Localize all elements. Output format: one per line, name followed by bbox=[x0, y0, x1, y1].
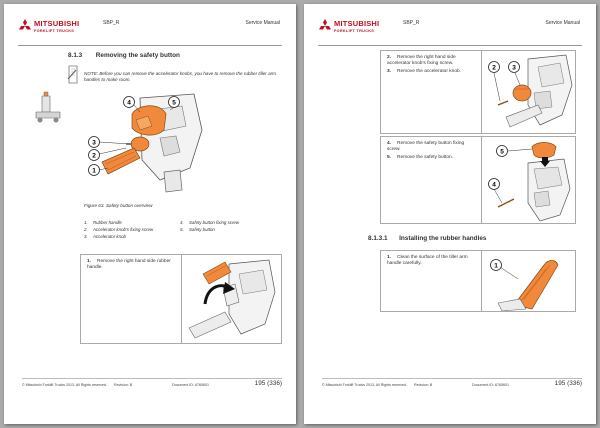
callout-1-label: 1 bbox=[494, 262, 498, 270]
footer-page-number: 195 (336) bbox=[554, 380, 582, 387]
footer-copyright: © Mitsubishi Forklift Trucks 2013, All Rights reserved. bbox=[22, 383, 107, 387]
callout-2-label: 2 bbox=[492, 64, 496, 72]
callout-5-label: 5 bbox=[172, 99, 176, 107]
callout-1-label: 1 bbox=[92, 167, 96, 175]
step-number: 1. bbox=[87, 259, 92, 264]
safety-button-overview-figure bbox=[82, 90, 212, 200]
step-text: Remove the right hand side accelerator knob's fixing screw. bbox=[387, 55, 456, 67]
footer-revision: Revision: B bbox=[114, 383, 133, 387]
mitsubishi-logo bbox=[18, 19, 98, 41]
callout-1 bbox=[491, 260, 502, 271]
step-number: 2. bbox=[387, 55, 392, 60]
callout-4-label: 4 bbox=[127, 99, 131, 107]
manual-page-right bbox=[304, 4, 596, 424]
step-5 bbox=[387, 155, 479, 161]
three-diamonds-icon bbox=[318, 19, 332, 32]
brand-name: MITSUBISHI bbox=[34, 19, 80, 28]
model-name: SBP_R bbox=[403, 20, 420, 26]
manual-page-left bbox=[4, 4, 296, 424]
legend-num: 1. bbox=[84, 220, 88, 225]
legend-num: 4. bbox=[180, 220, 184, 225]
section-heading bbox=[68, 52, 180, 59]
callout-5 bbox=[497, 146, 508, 157]
callout-2-label: 2 bbox=[92, 152, 96, 160]
legend-item-5 bbox=[180, 227, 215, 232]
callout-1 bbox=[89, 165, 100, 176]
note-text: NOTE: Before you can remove the accelerator knobs, you have to remove the rubber tiller arm handles to make room. bbox=[84, 71, 277, 83]
step-box-2 bbox=[380, 50, 576, 134]
callout-4-label: 4 bbox=[492, 181, 496, 189]
figure-caption: Figure 63. Safety button overview bbox=[84, 203, 153, 208]
page-header bbox=[318, 16, 582, 46]
subsection-title: Installing the rubber handles bbox=[399, 235, 487, 242]
step-text: Remove the safety button fixing screw. bbox=[387, 141, 465, 153]
subsection-number: 8.1.3.1 bbox=[368, 235, 388, 242]
callout-2 bbox=[489, 62, 500, 73]
callout-3 bbox=[89, 137, 100, 148]
callout-5 bbox=[169, 97, 180, 108]
model-name: SBP_R bbox=[103, 20, 120, 26]
callout-4 bbox=[124, 97, 135, 108]
truck-thumbnail-image bbox=[34, 90, 64, 124]
doc-type: Service Manual bbox=[245, 20, 280, 26]
legend-num: 5. bbox=[180, 227, 184, 232]
step-box-3 bbox=[380, 136, 576, 224]
step-2 bbox=[387, 55, 479, 68]
legend-item-4 bbox=[180, 220, 239, 225]
step-box-1 bbox=[80, 254, 282, 344]
step-number: 5. bbox=[387, 155, 392, 160]
step-text: Remove the right hand side rubber handle. bbox=[87, 259, 171, 271]
three-diamonds-icon bbox=[18, 19, 32, 32]
legend-text: Rubber handle bbox=[93, 220, 122, 225]
legend-num: 2. bbox=[84, 227, 88, 232]
step-text: Clean the surface of the tiller arm handle carefully. bbox=[387, 255, 468, 267]
brand-name: MITSUBISHI bbox=[334, 19, 380, 28]
section-number: 8.1.3 bbox=[68, 52, 83, 59]
remove-rubber-handle-image bbox=[185, 258, 279, 342]
footer-document-id: Document ID: 6765601 bbox=[472, 383, 509, 387]
remove-safety-button-image bbox=[484, 139, 574, 223]
step-number: 3. bbox=[387, 69, 392, 74]
step-box-4 bbox=[380, 250, 576, 312]
step-text: Remove the safety button. bbox=[397, 155, 453, 160]
legend-item-3 bbox=[84, 234, 126, 239]
step-1 bbox=[87, 259, 177, 272]
callout-3-label: 3 bbox=[512, 64, 516, 72]
note-pen-icon bbox=[66, 64, 80, 86]
step-3 bbox=[387, 69, 479, 75]
legend-item-1 bbox=[84, 220, 122, 225]
footer-revision: Revision: B bbox=[414, 383, 433, 387]
step-number: 1. bbox=[387, 255, 392, 260]
callout-3-label: 3 bbox=[92, 139, 96, 147]
step-text: Remove the accelerator knob. bbox=[397, 69, 461, 74]
doc-type: Service Manual bbox=[545, 20, 580, 26]
step-number: 4. bbox=[387, 141, 392, 146]
page-footer bbox=[22, 378, 282, 388]
mitsubishi-logo bbox=[318, 19, 398, 41]
brand-subtitle: FORKLIFT TRUCKS bbox=[334, 29, 375, 33]
legend-text: Safety button bbox=[189, 227, 215, 232]
footer-copyright: © Mitsubishi Forklift Trucks 2013, All Rights reserved. bbox=[322, 383, 407, 387]
subsection-heading bbox=[368, 235, 486, 242]
legend-num: 3. bbox=[84, 234, 88, 239]
legend-text: Safety button fixing screw bbox=[189, 220, 240, 225]
brand-subtitle: FORKLIFT TRUCKS bbox=[34, 29, 75, 33]
step-4 bbox=[387, 141, 479, 154]
section-title: Removing the safety button bbox=[95, 52, 180, 59]
callout-4 bbox=[489, 179, 500, 190]
footer-document-id: Document ID: 6765601 bbox=[172, 383, 209, 387]
remove-accelerator-knob-image bbox=[484, 53, 574, 133]
page-footer bbox=[322, 378, 582, 388]
legend-text: Accelerator knob's fixing screw bbox=[93, 227, 154, 232]
install-step-1 bbox=[387, 255, 479, 268]
callout-5-label: 5 bbox=[500, 148, 504, 156]
legend-text: Accelerator knob bbox=[93, 234, 126, 239]
footer-page-number: 195 (336) bbox=[254, 380, 282, 387]
page-header bbox=[18, 16, 282, 46]
legend-item-2 bbox=[84, 227, 153, 232]
callout-3 bbox=[509, 62, 520, 73]
callout-2 bbox=[89, 150, 100, 161]
rubber-handle-install-image bbox=[484, 253, 574, 311]
